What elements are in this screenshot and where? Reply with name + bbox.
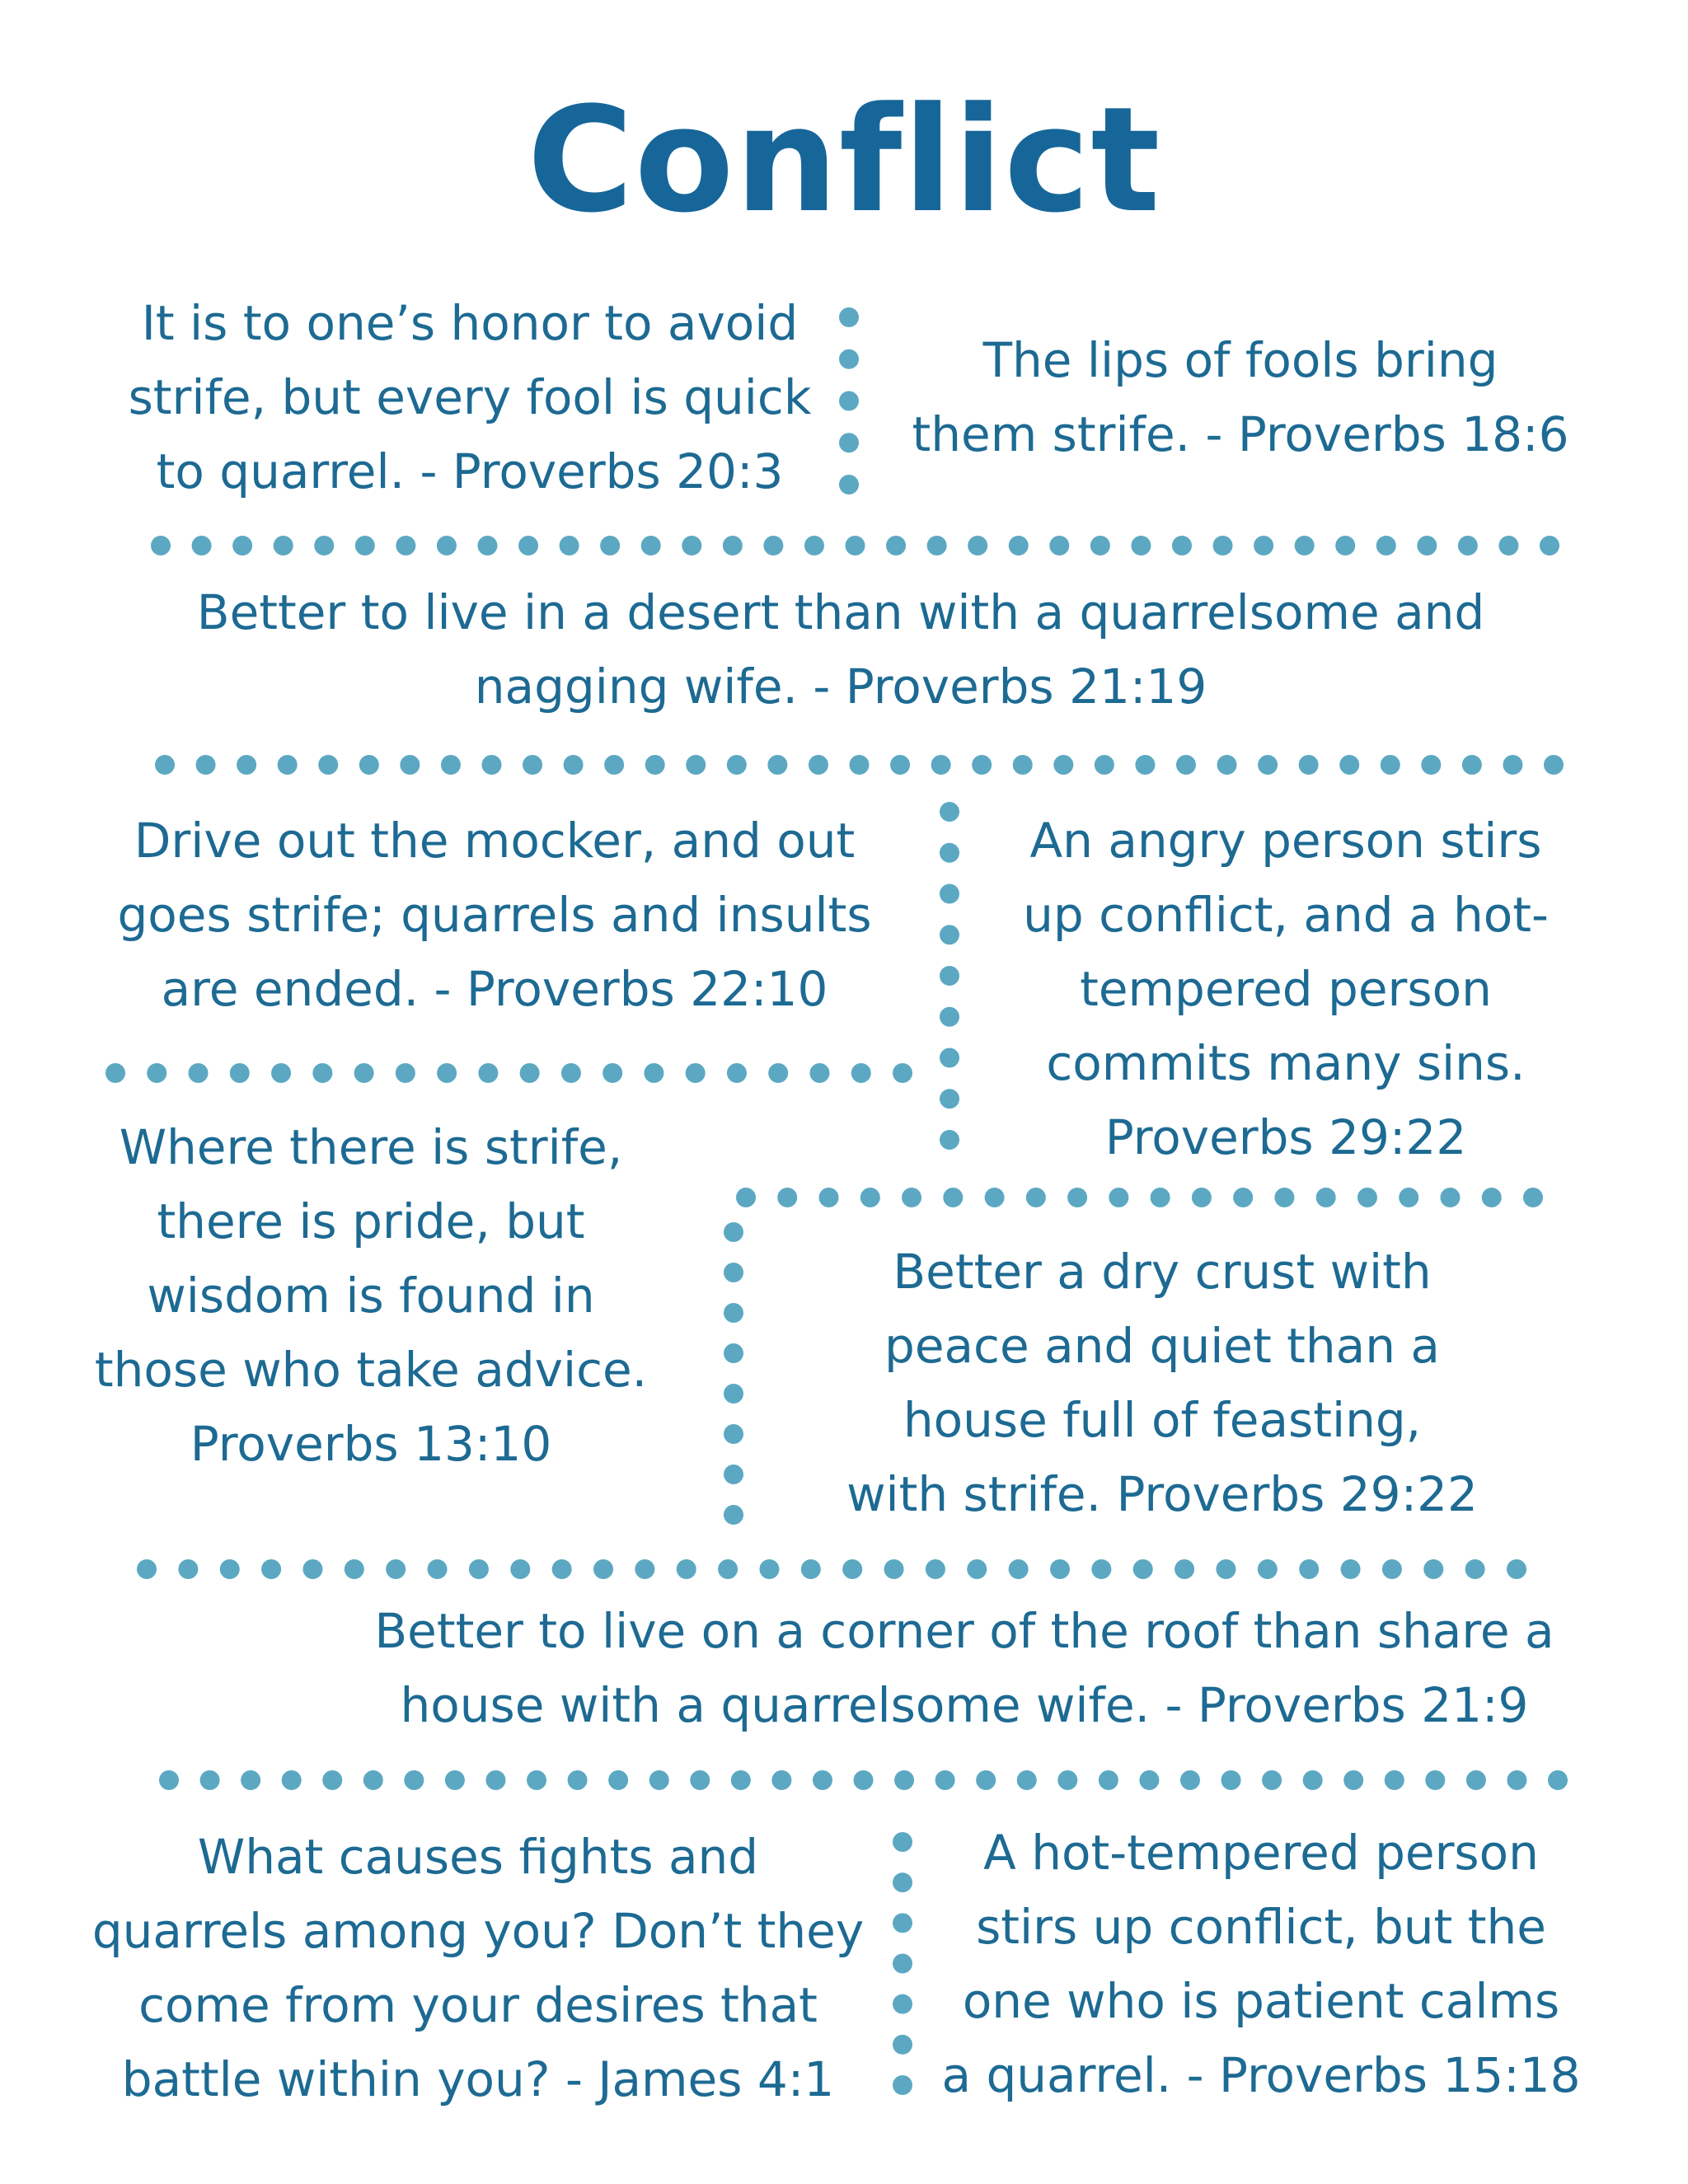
divider-dot — [649, 1770, 669, 1790]
divider-dot — [106, 1063, 125, 1083]
divider-dot — [884, 1559, 904, 1579]
divider-dot — [724, 1424, 743, 1444]
divider-dot — [768, 1063, 788, 1083]
divider-dot — [400, 755, 420, 775]
divider-dot — [1458, 536, 1478, 555]
divider-dot — [137, 1559, 157, 1579]
divider-dot — [819, 1188, 839, 1207]
divider-dot — [846, 536, 865, 555]
divider-dot — [1335, 536, 1355, 555]
divider-dot — [1507, 1559, 1526, 1579]
divider-dot — [600, 536, 620, 555]
divider-dot — [645, 755, 665, 775]
divider-dot — [604, 755, 624, 775]
divider-dot — [1009, 536, 1029, 555]
divider-dot — [560, 536, 579, 555]
divider-dot — [510, 1559, 530, 1579]
divider-dot — [1274, 1188, 1294, 1207]
divider-dot — [1131, 536, 1151, 555]
divider-dot — [477, 536, 497, 555]
divider-horizontal-2 — [155, 755, 1564, 775]
divider-dot — [893, 1872, 912, 1892]
divider-dot — [345, 1559, 364, 1579]
divider-dot — [724, 1465, 743, 1484]
divider-dot — [686, 755, 706, 775]
divider-dot — [441, 755, 461, 775]
divider-dot — [1507, 1770, 1526, 1790]
divider-dot — [1176, 755, 1196, 775]
divider-dot — [893, 1954, 912, 1974]
divider-dot — [1067, 1188, 1087, 1207]
divider-dot — [520, 1063, 540, 1083]
divider-dot — [940, 966, 959, 986]
divider-dot — [682, 536, 701, 555]
divider-dot — [1175, 1559, 1194, 1579]
divider-dot — [860, 1188, 880, 1207]
divider-dot — [1316, 1188, 1336, 1207]
divider-dot — [893, 1832, 912, 1852]
divider-dot — [200, 1770, 220, 1790]
divider-dot — [854, 1770, 874, 1790]
divider-dot — [771, 1770, 791, 1790]
divider-dot — [767, 755, 787, 775]
quote-proverbs-21-19: Better to live in a desert than with a quarrelsome and nagging wife. - Proverbs 21:19 — [196, 584, 1485, 715]
divider-dot — [724, 1505, 743, 1525]
divider-dot — [727, 755, 747, 775]
divider-dot — [724, 1263, 743, 1282]
divider-dot — [445, 1770, 465, 1790]
divider-dot — [1341, 1559, 1361, 1579]
divider-dot — [1343, 1770, 1363, 1790]
divider-dot — [241, 1770, 260, 1790]
divider-dot — [469, 1559, 489, 1579]
quote-proverbs-20-3: It is to one’s honor to avoid strife, but every fool is quick to quarrel. - Proverbs 20:3 — [128, 295, 812, 499]
divider-dot — [518, 536, 538, 555]
quote-james-4-1: What causes fights and quarrels among you? Don’t they come from your desires that battle within you? - James 4:1 — [91, 1829, 865, 2107]
divider-dot — [302, 1559, 322, 1579]
divider-dot — [1095, 755, 1114, 775]
divider-dot — [813, 1770, 832, 1790]
divider-dot — [1099, 1770, 1118, 1790]
divider-dot — [564, 755, 584, 775]
divider-dot — [724, 1384, 743, 1404]
divider-dot — [478, 1063, 498, 1083]
divider-vertical-top — [839, 307, 859, 494]
quote-proverbs-18-6: The lips of fools bring them strife. - Proverbs 18:6 — [912, 332, 1569, 462]
divider-dot — [809, 755, 828, 775]
divider-dot — [1544, 755, 1564, 775]
divider-dot — [1139, 1770, 1159, 1790]
divider-dot — [192, 536, 212, 555]
divider-dot — [931, 755, 951, 775]
divider-dot — [230, 1063, 250, 1083]
divider-dot — [967, 1559, 987, 1579]
divider-dot — [1258, 755, 1278, 775]
divider-dot — [1399, 1188, 1418, 1207]
divider-dot — [485, 1770, 505, 1790]
divider-dot — [635, 1559, 654, 1579]
divider-dot — [1421, 755, 1441, 775]
quote-proverbs-13-10: Where there is strife, there is pride, but wisdom is found in those who take advice. Proverbs 13:10 — [94, 1119, 648, 1472]
divider-dot — [196, 755, 216, 775]
divider-dot — [428, 1559, 448, 1579]
divider-dot — [1465, 1559, 1485, 1579]
divider-dot — [178, 1559, 198, 1579]
divider-dot — [1466, 1770, 1486, 1790]
divider-horizontal-4 — [159, 1770, 1568, 1790]
divider-dot — [1381, 755, 1400, 775]
quote-proverbs-22-10: Drive out the mocker, and out goes strife; quarrels and insults are ended. - Proverbs 22:10 — [117, 813, 872, 1017]
divider-dot — [1053, 755, 1073, 775]
divider-dot — [839, 349, 859, 369]
divider-dot — [1376, 536, 1396, 555]
divider-dot — [437, 536, 457, 555]
divider-dot — [593, 1559, 613, 1579]
divider-horizontal-short — [106, 1063, 912, 1083]
divider-dot — [718, 1559, 738, 1579]
divider-dot — [603, 1063, 622, 1083]
divider-dot — [723, 536, 743, 555]
divider-dot — [940, 1130, 959, 1150]
divider-vertical-middle — [940, 802, 959, 1150]
divider-dot — [893, 1913, 912, 1933]
divider-dot — [893, 2075, 912, 2095]
divider-dot — [1357, 1188, 1377, 1207]
divider-dot — [724, 1343, 743, 1363]
divider-dot — [1262, 1770, 1282, 1790]
divider-dot — [437, 1063, 457, 1083]
divider-dot — [893, 2035, 912, 2055]
divider-dot — [1090, 536, 1110, 555]
divider-dot — [1216, 1559, 1236, 1579]
quote-proverbs-15-18: A hot-tempered person stirs up conflict, but the one who is patient calms a quarrel. - Proverbs 15:18 — [941, 1825, 1581, 2103]
divider-dot — [940, 1089, 959, 1108]
divider-dot — [1026, 1188, 1046, 1207]
divider-dot — [763, 536, 783, 555]
divider-dot — [1135, 755, 1155, 775]
divider-dot — [232, 536, 252, 555]
divider-vertical-crust — [724, 1222, 743, 1525]
divider-dot — [1013, 755, 1033, 775]
divider-dot — [1192, 1188, 1212, 1207]
page-title: Conflict — [527, 76, 1161, 245]
divider-dot — [271, 1063, 291, 1083]
divider-dot — [1382, 1559, 1402, 1579]
divider-dot — [1385, 1770, 1404, 1790]
quote-proverbs-29-22-crust: Better a dry crust with peace and quiet than a house full of feasting, with strife. Proverbs 29:22 — [846, 1244, 1478, 1522]
divider-dot — [261, 1559, 281, 1579]
divider-dot — [359, 755, 379, 775]
divider-dot — [842, 1559, 862, 1579]
divider-dot — [1180, 1770, 1200, 1790]
divider-dot — [1540, 536, 1559, 555]
divider-dot — [1482, 1188, 1502, 1207]
divider-dot — [641, 536, 661, 555]
divider-dot — [1548, 1770, 1568, 1790]
divider-dot — [644, 1063, 663, 1083]
divider-dot — [155, 755, 175, 775]
divider-dot — [1233, 1188, 1253, 1207]
divider-dot — [312, 1063, 332, 1083]
divider-dot — [940, 884, 959, 904]
divider-dot — [777, 1188, 797, 1207]
quote-proverbs-21-9: Better to live on a corner of the roof than share a house with a quarrelsome wife. - Proverbs 21:9 — [374, 1603, 1554, 1733]
divider-dot — [363, 1770, 383, 1790]
divider-dot — [396, 536, 415, 555]
divider-dot — [894, 1770, 914, 1790]
divider-dot — [985, 1188, 1005, 1207]
divider-dot — [1050, 1559, 1070, 1579]
divider-dot — [314, 536, 334, 555]
divider-dot — [801, 1559, 821, 1579]
divider-dot — [759, 1559, 779, 1579]
divider-dot — [940, 843, 959, 863]
divider-dot — [1133, 1559, 1153, 1579]
divider-dot — [940, 802, 959, 822]
divider-dot — [322, 1770, 342, 1790]
divider-dot — [1151, 1188, 1170, 1207]
divider-dot — [724, 1303, 743, 1323]
divider-dot — [278, 755, 298, 775]
divider-dot — [147, 1063, 166, 1083]
divider-dot — [1217, 755, 1237, 775]
divider-dot — [727, 1063, 747, 1083]
divider-dot — [902, 1188, 921, 1207]
divider-dot — [940, 1048, 959, 1068]
divider-dot — [690, 1770, 710, 1790]
divider-dot — [481, 755, 501, 775]
divider-dot — [736, 1188, 756, 1207]
divider-dot — [851, 1063, 871, 1083]
divider-dot — [568, 1770, 588, 1790]
divider-dot — [282, 1770, 302, 1790]
divider-horizontal-3 — [137, 1559, 1526, 1579]
divider-dot — [189, 1063, 209, 1083]
divider-horizontal-crust-top — [736, 1188, 1543, 1207]
divider-dot — [839, 433, 859, 452]
divider-dot — [386, 1559, 406, 1579]
divider-dot — [1213, 536, 1233, 555]
divider-dot — [940, 925, 959, 944]
divider-dot — [523, 755, 542, 775]
divider-dot — [355, 536, 375, 555]
divider-dot — [1423, 1559, 1443, 1579]
divider-dot — [893, 1063, 912, 1083]
divider-dot — [354, 1063, 374, 1083]
divider-dot — [552, 1559, 572, 1579]
divider-dot — [976, 1770, 996, 1790]
divider-dot — [927, 536, 947, 555]
divider-vertical-bottom — [893, 1832, 912, 2095]
divider-dot — [1339, 755, 1359, 775]
divider-dot — [1091, 1559, 1111, 1579]
divider-dot — [1523, 1188, 1543, 1207]
divider-dot — [608, 1770, 628, 1790]
divider-dot — [886, 536, 906, 555]
divider-dot — [1503, 755, 1522, 775]
divider-dot — [1498, 536, 1518, 555]
divider-dot — [926, 1559, 945, 1579]
divider-dot — [527, 1770, 546, 1790]
divider-dot — [839, 475, 859, 494]
divider-dot — [940, 1007, 959, 1027]
divider-dot — [968, 536, 987, 555]
divider-dot — [839, 391, 859, 411]
divider-dot — [943, 1188, 963, 1207]
divider-dot — [890, 755, 910, 775]
divider-dot — [1303, 1770, 1323, 1790]
divider-dot — [237, 755, 256, 775]
divider-dot — [1049, 536, 1069, 555]
divider-dot — [1417, 536, 1437, 555]
divider-dot — [1299, 755, 1319, 775]
divider-dot — [396, 1063, 415, 1083]
divider-dot — [839, 307, 859, 327]
divider-dot — [1462, 755, 1482, 775]
divider-dot — [677, 1559, 696, 1579]
divider-dot — [1299, 1559, 1319, 1579]
divider-dot — [159, 1770, 179, 1790]
divider-dot — [1440, 1188, 1460, 1207]
divider-dot — [1057, 1770, 1077, 1790]
divider-dot — [404, 1770, 424, 1790]
quote-proverbs-29-22-angry: An angry person stirs up conflict, and a hot- tempered person commits many sins. Proverbs 29:22 — [1023, 813, 1549, 1165]
divider-dot — [1425, 1770, 1445, 1790]
divider-dot — [686, 1063, 706, 1083]
divider-dot — [151, 536, 171, 555]
divider-dot — [1172, 536, 1192, 555]
divider-dot — [1221, 1770, 1241, 1790]
divider-dot — [1254, 536, 1273, 555]
divider-dot — [724, 1222, 743, 1242]
divider-dot — [731, 1770, 751, 1790]
divider-dot — [804, 536, 824, 555]
divider-dot — [220, 1559, 240, 1579]
divider-dot — [318, 755, 338, 775]
divider-horizontal-1 — [151, 536, 1559, 555]
divider-dot — [850, 755, 870, 775]
divider-dot — [1109, 1188, 1128, 1207]
divider-dot — [1009, 1559, 1029, 1579]
divider-dot — [893, 1994, 912, 2014]
divider-dot — [809, 1063, 829, 1083]
divider-dot — [1017, 1770, 1037, 1790]
divider-dot — [935, 1770, 955, 1790]
divider-dot — [1295, 536, 1315, 555]
divider-dot — [972, 755, 992, 775]
divider-dot — [561, 1063, 581, 1083]
divider-dot — [1258, 1559, 1278, 1579]
divider-dot — [274, 536, 293, 555]
